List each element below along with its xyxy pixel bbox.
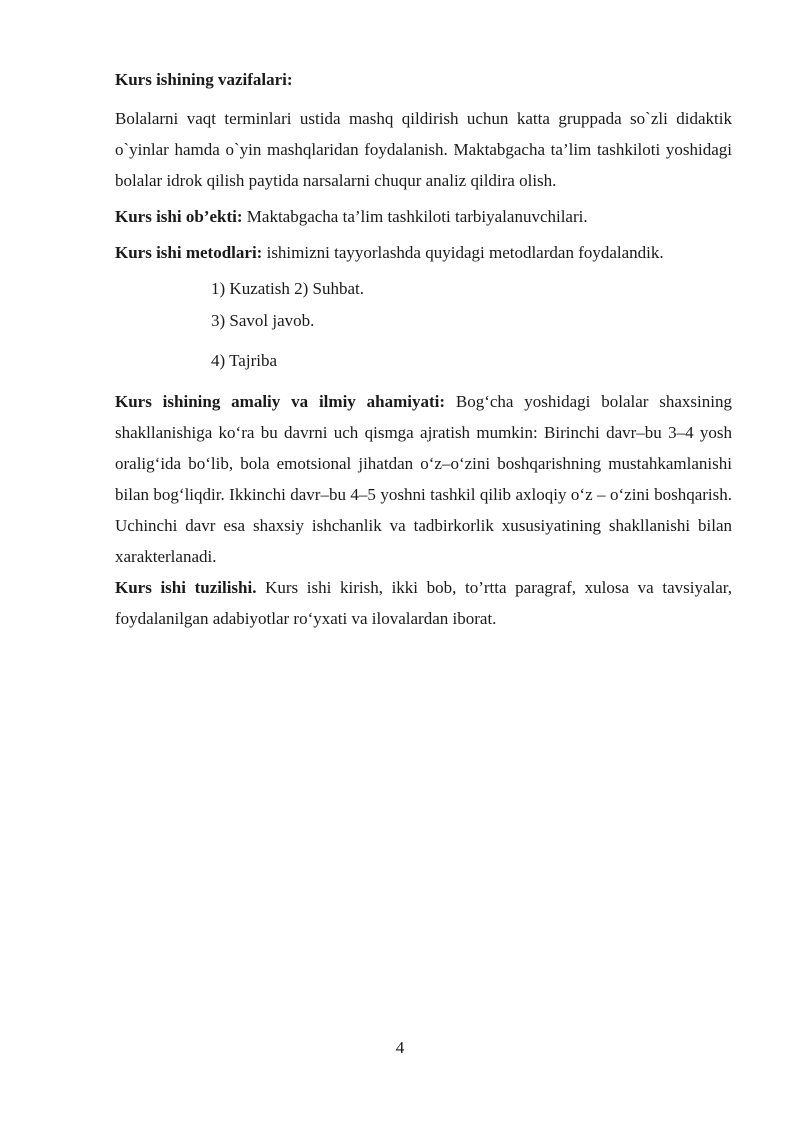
methods-list [115, 274, 732, 376]
methods-paragraph [115, 238, 732, 268]
document-page [115, 70, 732, 634]
structure-label: Kurs ishi tuzilishi. [115, 578, 257, 597]
methods-label: Kurs ishi metodlari: [115, 243, 263, 262]
structure-paragraph [115, 572, 732, 634]
object-label: Kurs ishi ob’ekti: [115, 207, 243, 226]
significance-paragraph [115, 386, 732, 572]
significance-label: Kurs ishining amaliy va ilmiy ahamiyati: [115, 392, 446, 411]
tasks-heading: Kurs ishining vazifalari: [115, 70, 293, 89]
structure-text: Kurs ishi kirish, ikki bob, to’rtta paragraf, xulosa va tavsiyalar, foydalanilgan adabiyotlar ro‘yxati va ilovalardan iborat. [115, 578, 732, 628]
page-number: 4 [395, 1038, 405, 1057]
object-paragraph [115, 202, 732, 232]
significance-text: Bog‘cha yoshidagi bolalar shaxsining shakllanishiga ko‘ra bu davrni uch qismga ajratish mumkin: Birinchi davr–bu 3–4 yosh oralig‘ida bo‘lib, bola emotsional jihatdan o‘z–o‘zini boshqarishning mustahkamlanishi bilan bog‘liqdir. Ikkinchi davr–bu 4–5 yoshni tashkil qilib axloqiy o‘z – o‘zini boshqarish. Uchinchi davr esa shaxsiy ishchanlik va tadbirkorlik xususiyatining shakllanishi bilan xarakterlanadi. [115, 392, 732, 566]
methods-list-item: 4) Tajriba [211, 351, 277, 370]
methods-list-item: 1) Kuzatish 2) Suhbat. [211, 279, 364, 298]
methods-text: ishimizni tayyorlashda quyidagi metodlardan foydalandik. [262, 243, 664, 262]
object-text: Maktabgacha ta’lim tashkiloti tarbiyalanuvchilari. [242, 207, 588, 226]
methods-list-item: 3) Savol javob. [211, 311, 315, 330]
tasks-paragraph: Bolalarni vaqt terminlari ustida mashq qildirish uchun katta gruppada so`zli didaktik o`yinlar hamda o`yin mashqlaridan foydalanish. Maktabgacha ta’lim tashkiloti yoshidagi bolalar idrok qilish paytida narsalarni chuqur analiz qildira olish. [115, 109, 732, 190]
